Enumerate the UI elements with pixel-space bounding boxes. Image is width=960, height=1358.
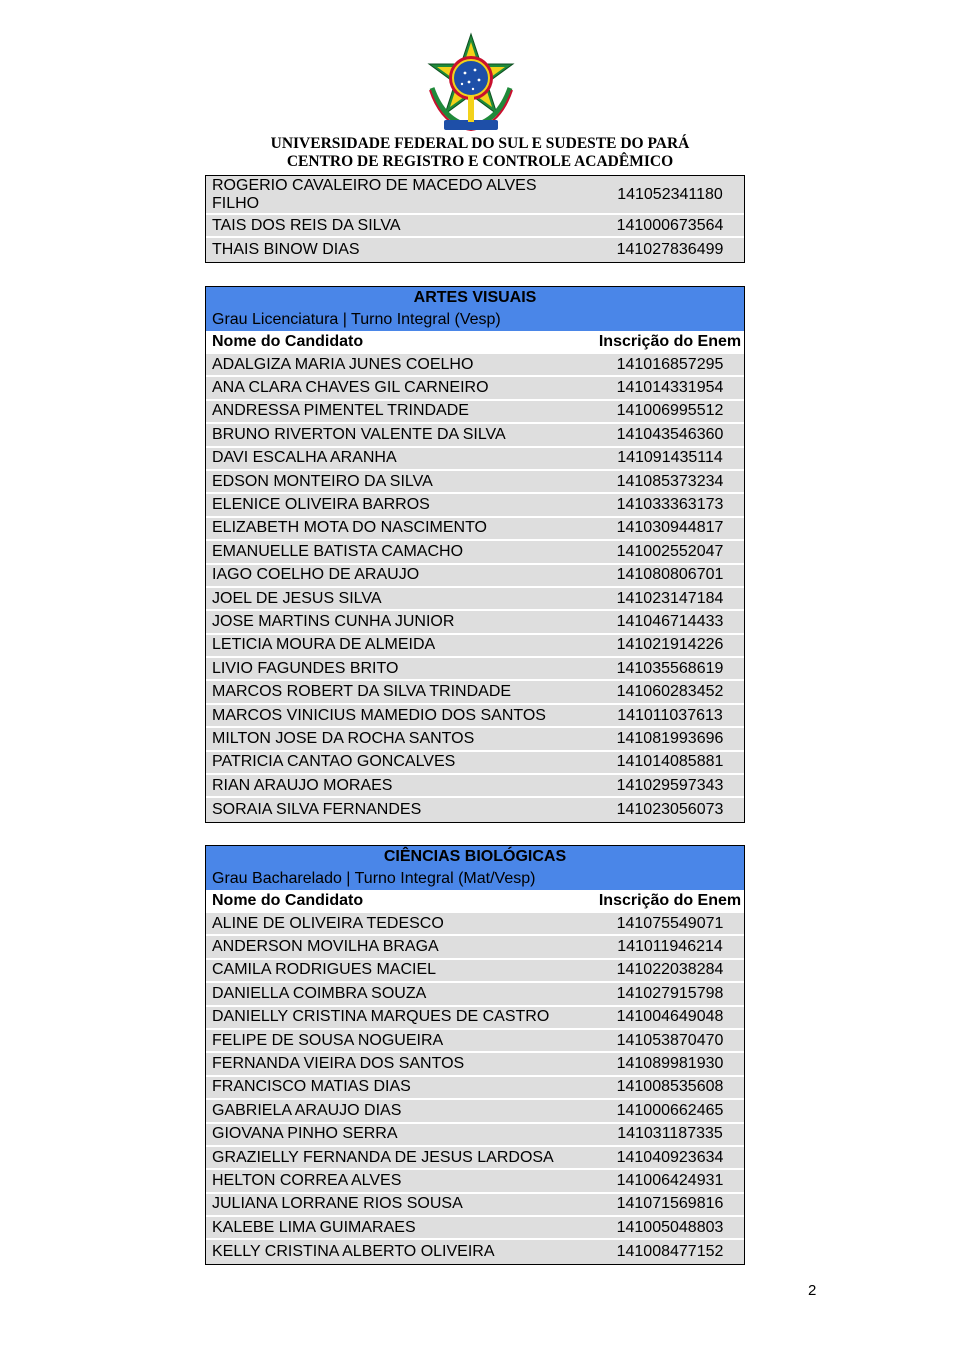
- table-row: [206, 1147, 744, 1170]
- table-row: [206, 798, 744, 821]
- table-row: [206, 424, 744, 447]
- table-row: [206, 913, 744, 936]
- candidate-name: CAMILA RODRIGUES MACIEL: [212, 961, 437, 979]
- candidate-name: GABRIELA ARAUJO DIAS: [212, 1101, 402, 1119]
- enem-id: 141023147184: [616, 589, 724, 607]
- table-row: [206, 611, 744, 634]
- candidate-name: DAVI ESCALHA ARANHA: [212, 449, 397, 467]
- department-name: CENTRO DE REGISTRO E CONTROLE ACADÊMICO: [286, 153, 674, 170]
- candidate-name: ANA CLARA CHAVES GIL CARNEIRO: [212, 379, 489, 397]
- candidate-name: DANIELLY CRISTINA MARQUES DE CASTRO: [212, 1008, 550, 1026]
- table-row: [206, 1053, 744, 1076]
- enem-id: 141006424931: [616, 1171, 724, 1189]
- enem-id: 141014085881: [616, 753, 724, 771]
- table-row: [206, 752, 744, 775]
- artes-visuais-table: [205, 286, 745, 823]
- candidate-name: RIAN ARAUJO MORAES: [212, 776, 393, 794]
- table-row: [206, 377, 744, 400]
- table-row: [206, 1194, 744, 1217]
- enem-id: 141040923634: [616, 1148, 724, 1166]
- table-row: [206, 1077, 744, 1100]
- enem-id: 141052341180: [617, 185, 723, 203]
- enem-id: 141027915798: [616, 984, 724, 1002]
- enem-id: 141000673564: [616, 216, 724, 234]
- table-body: [206, 354, 744, 822]
- enem-id: 141027836499: [616, 241, 724, 259]
- table-row: [206, 681, 744, 704]
- candidate-name: TAIS DOS REIS DA SILVA: [212, 216, 401, 234]
- section-degree: Grau Licenciatura | Turno Integral (Vesp): [206, 309, 744, 331]
- table-row: [206, 775, 744, 798]
- enem-id: 141081993696: [616, 729, 724, 747]
- page-number: 2: [808, 1282, 817, 1299]
- candidate-name: KELLY CRISTINA ALBERTO OLIVEIRA: [212, 1243, 495, 1261]
- table-row: [206, 215, 744, 238]
- enem-id: 141000662465: [616, 1101, 724, 1119]
- enem-id: 141085373234: [616, 472, 724, 490]
- table-row: [206, 541, 744, 564]
- candidate-name: ANDRESSA PIMENTEL TRINDADE: [212, 402, 469, 420]
- coat-of-arms-seal: [424, 30, 518, 136]
- candidate-name: FELIPE DE SOUSA NOGUEIRA: [212, 1031, 444, 1049]
- enem-id: 141060283452: [616, 683, 724, 701]
- candidate-name: EDSON MONTEIRO DA SILVA: [212, 472, 433, 490]
- candidate-name: JOSE MARTINS CUNHA JUNIOR: [212, 612, 455, 630]
- enem-id: 141006995512: [616, 402, 724, 420]
- enem-id: 141022038284: [616, 961, 724, 979]
- table-row: [206, 1030, 744, 1053]
- candidate-name: JOEL DE JESUS SILVA: [212, 589, 382, 607]
- enem-id: 141053870470: [616, 1031, 724, 1049]
- column-header-enem: Inscrição do Enem: [598, 332, 742, 350]
- table-row: [206, 936, 744, 959]
- section-title: CIÊNCIAS BIOLÓGICAS: [206, 846, 744, 868]
- enem-id: 141011037613: [617, 706, 723, 724]
- candidate-name: MILTON JOSE DA ROCHA SANTOS: [212, 729, 475, 747]
- candidate-name: ELENICE OLIVEIRA BARROS: [212, 496, 430, 514]
- candidate-name: FERNANDA VIEIRA DOS SANTOS: [212, 1055, 465, 1073]
- enem-id: 141004649048: [616, 1008, 724, 1026]
- candidate-name: ADALGIZA MARIA JUNES COELHO: [212, 355, 474, 373]
- candidate-name: BRUNO RIVERTON VALENTE DA SILVA: [212, 425, 506, 443]
- table-row: [206, 635, 744, 658]
- column-header-name: Nome do Candidato: [212, 332, 364, 350]
- column-header-name: Nome do Candidato: [212, 891, 364, 909]
- table-row: [206, 960, 744, 983]
- table-row: [206, 1170, 744, 1193]
- table-row: [206, 658, 744, 681]
- candidate-name: THAIS BINOW DIAS: [212, 241, 360, 259]
- candidate-name: HELTON CORREA ALVES: [212, 1171, 402, 1189]
- table-row: [206, 705, 744, 728]
- enem-id: 141029597343: [616, 776, 724, 794]
- candidate-name: LETICIA MOURA DE ALMEIDA: [212, 636, 436, 654]
- enem-id: 141075549071: [616, 914, 724, 932]
- enem-id: 141014331954: [616, 379, 724, 397]
- enem-id: 141043546360: [616, 425, 724, 443]
- table-row: [206, 494, 744, 517]
- candidate-name: ROGERIO CAVALEIRO DE MACEDO ALVES FILHO: [212, 176, 537, 212]
- enem-id: 141091435114: [617, 449, 723, 467]
- table-row: [206, 401, 744, 424]
- enem-id: 141002552047: [616, 542, 724, 560]
- table-row: [206, 565, 744, 588]
- table-row: [206, 1124, 744, 1147]
- enem-id: 141046714433: [616, 612, 724, 630]
- enem-id: 141008535608: [616, 1078, 724, 1096]
- candidate-name: FRANCISCO MATIAS DIAS: [212, 1078, 411, 1096]
- candidate-name: ELIZABETH MOTA DO NASCIMENTO: [212, 519, 487, 537]
- table-row: [206, 1100, 744, 1123]
- enem-id: 141031187335: [617, 1125, 723, 1143]
- enem-id: 141011946214: [617, 938, 723, 956]
- candidate-name: SORAIA SILVA FERNANDES: [212, 801, 422, 819]
- ciencias-biologicas-table: [205, 845, 745, 1265]
- column-header-enem: Inscrição do Enem: [598, 891, 742, 909]
- candidate-name: EMANUELLE BATISTA CAMACHO: [212, 542, 464, 560]
- enem-id: 141089981930: [616, 1055, 724, 1073]
- column-header-row: [206, 331, 744, 354]
- table-row: [206, 518, 744, 541]
- enem-id: 141023056073: [616, 801, 724, 819]
- table-row: [206, 238, 744, 261]
- candidate-name: GIOVANA PINHO SERRA: [212, 1125, 398, 1143]
- candidate-name: GRAZIELLY FERNANDA DE JESUS LARDOSA: [212, 1148, 554, 1166]
- table-row: [206, 728, 744, 751]
- table-row: [206, 1240, 744, 1263]
- table-row: [206, 588, 744, 611]
- table-row: [206, 471, 744, 494]
- enem-id: 141005048803: [616, 1218, 724, 1236]
- enem-id: 141008477152: [616, 1243, 724, 1261]
- candidate-name: MARCOS ROBERT DA SILVA TRINDADE: [212, 683, 512, 701]
- section-title: ARTES VISUAIS: [206, 287, 744, 309]
- candidate-name: ANDERSON MOVILHA BRAGA: [212, 938, 439, 956]
- table-row: [206, 176, 744, 215]
- enem-id: 141035568619: [616, 659, 724, 677]
- section-degree: Grau Bacharelado | Turno Integral (Mat/Vesp): [206, 868, 744, 890]
- column-header-row: [206, 890, 744, 913]
- enem-id: 141033363173: [616, 496, 724, 514]
- table-row: [206, 354, 744, 377]
- enem-id: 141021914226: [616, 636, 724, 654]
- candidate-name: JULIANA LORRANE RIOS SOUSA: [212, 1195, 463, 1213]
- candidate-name: DANIELLA COIMBRA SOUZA: [212, 984, 427, 1002]
- continued-table: [205, 175, 745, 263]
- table-row: [206, 448, 744, 471]
- candidate-name: MARCOS VINICIUS MAMEDIO DOS SANTOS: [212, 706, 546, 724]
- table-row: [206, 1007, 744, 1030]
- enem-id: 141016857295: [616, 355, 724, 373]
- table-row: [206, 983, 744, 1006]
- table-row: [206, 1217, 744, 1240]
- candidate-name: PATRICIA CANTAO GONCALVES: [212, 753, 456, 771]
- university-name: UNIVERSIDADE FEDERAL DO SUL E SUDESTE DO PARÁ: [270, 135, 690, 152]
- table-body: [206, 913, 744, 1264]
- enem-id: 141071569816: [616, 1195, 724, 1213]
- enem-id: 141080806701: [616, 566, 724, 584]
- candidate-name: IAGO COELHO DE ARAUJO: [212, 566, 420, 584]
- candidate-name: KALEBE LIMA GUIMARAES: [212, 1218, 416, 1236]
- candidate-name: LIVIO FAGUNDES BRITO: [212, 659, 399, 677]
- enem-id: 141030944817: [616, 519, 724, 537]
- candidate-name: ALINE DE OLIVEIRA TEDESCO: [212, 914, 444, 932]
